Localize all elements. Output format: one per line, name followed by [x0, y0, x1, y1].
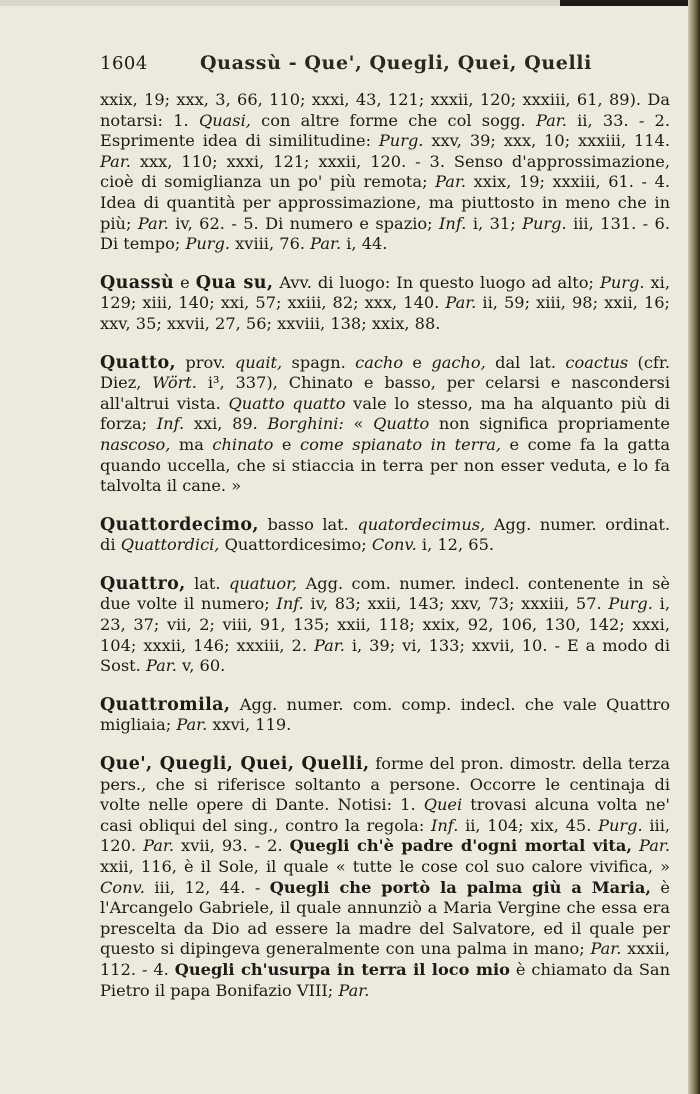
entry-text: xviii, 76. [230, 234, 311, 254]
italic-text: Par. [338, 980, 370, 1000]
entry-text: con altre forme che col sogg. [250, 110, 536, 130]
italic-text: Inf. [430, 815, 459, 835]
entry-text: i, 12, 65. [416, 535, 495, 555]
headword: Quattordecimo, [100, 514, 259, 535]
running-title: Quassù - Que', Quegli, Quei, Quelli [200, 52, 592, 74]
top-edge [0, 0, 700, 6]
italic-text: Par. [535, 110, 567, 130]
entry-text: iii, 131. - 6. Di tempo; [100, 213, 670, 254]
italic-text: Purg. [522, 213, 567, 233]
entry-text: i, 39; vi, 133; xxvii, 10. - E a modo di Sost. [100, 635, 671, 676]
entry-text: Quattordicesimo; [219, 535, 372, 555]
italic-text: Quatto [373, 414, 430, 434]
entry-text: e come fa la gatta quando uccella, che si stiaccia in terra per non esser veduta, e lo fa talvolta il cane. » [100, 434, 670, 496]
entry-text: Agg. numer. com. comp. indecl. che vale Quattro migliaia; [100, 694, 670, 735]
italic-text: Wört. [152, 373, 197, 393]
entry-text: è chiamato da San Pietro il papa Bonifazio VIII; [100, 959, 670, 1000]
italic-text: Par. [145, 656, 177, 676]
italic-text: quatuor, [228, 573, 298, 593]
headword: Quassù [100, 272, 175, 293]
entry-text: xvii, 93. - 2. [174, 836, 290, 856]
dictionary-entry [100, 754, 670, 1001]
entry-text: ii, 104; xix, 45. [458, 815, 599, 835]
entry-text: xxii, 116, è il Sole, il quale « tutte le cose col suo calore vivifica, » [100, 857, 670, 876]
entry-text: ma [170, 434, 213, 454]
italic-text: cacho [355, 352, 404, 372]
italic-text: Par. [435, 172, 467, 192]
entry-text: Agg. com. numer. indecl. contenente in sè due volte il numero; [100, 573, 670, 614]
italic-text: gacho, [431, 352, 486, 372]
italic-text: nascoso, [100, 434, 171, 454]
italic-text: Borghini: [267, 414, 344, 434]
italic-text: Par. [137, 213, 169, 233]
italic-text: Inf. [439, 213, 467, 233]
entry-text: dal lat. [485, 352, 566, 372]
entry-text: e [273, 434, 300, 454]
dictionary-entry [100, 515, 670, 556]
running-header [100, 52, 670, 90]
italic-text: quatordecimus, [357, 514, 486, 534]
entry-text: i³, 337), Chinato e basso, per celarsi e nascondersi all'altrui vista. [100, 373, 671, 413]
italic-text: coactus [565, 352, 629, 372]
headword: Quattromila, [100, 694, 231, 715]
entry-text: è l'Arcangelo Gabriele, il quale annunziò a Maria Vergine che essa era prescelta da Dio ad essere la madre del Salvatore, ed il quale per questo si dipingeva generalmente con una palma in mano; [100, 877, 670, 959]
entry-text: non significa propriamente [429, 414, 670, 434]
entry-text: iii, 12, 44. - [144, 877, 270, 897]
entry-text: e [403, 352, 432, 372]
entry-text: Avv. di luogo: In questo luogo ad alto; [273, 272, 600, 292]
dictionary-entry [100, 574, 670, 677]
italic-text: Inf. [156, 414, 185, 434]
page-number: 1604 [100, 53, 148, 74]
dictionary-entry [100, 353, 670, 497]
italic-text: Quatto quatto [228, 393, 346, 413]
italic-text: Par. [310, 234, 342, 254]
italic-text: Par. [639, 836, 670, 856]
italic-text: Purg. [185, 234, 231, 254]
italic-text: Quasi, [198, 110, 251, 130]
italic-text: Conv. [371, 535, 417, 555]
entry-text: iii, 120. [100, 815, 671, 856]
entry-text: v, 60. [176, 656, 226, 676]
dictionary-entry [100, 695, 670, 736]
entry-text: iv, 62. - 5. Di numero e spazio; [168, 213, 440, 233]
entry-text: i, 23, 37; vii, 2; viii, 91, 135; xxii, 118; xxix, 92, 106, 130, 142; xxxi, 104; xxxii, 146; xxxiii, 2. [100, 594, 670, 655]
headword: Qua su, [195, 272, 274, 293]
italic-text: Par. [445, 293, 477, 313]
entry-text: xxx, 110; xxxi, 121; xxxii, 120. - 3. Senso d'approssimazione, cioè di somiglianza un po' più remota; [100, 151, 670, 192]
entry-text: lat. [185, 573, 229, 593]
entry-text: xxix, 19; xxxiii, 61. - 4. Idea di quantità per approssimazione, ma piuttosto in meno che in più; [100, 172, 671, 233]
italic-text: Purg. [598, 815, 643, 835]
bold-quote: Quegli ch'usurpa in terra il loco mio [174, 959, 510, 979]
italic-text: Conv. [100, 877, 145, 897]
entry-continuation [100, 90, 670, 255]
italic-text: quait, [234, 352, 283, 372]
entry-text: prov. [176, 352, 235, 372]
entry-text: « [343, 414, 374, 434]
italic-text: Par. [590, 939, 622, 959]
entry-text: i, 44. [341, 234, 388, 254]
headword: Quatto, [100, 352, 177, 373]
italic-text: Purg. [599, 272, 645, 292]
entry-text: i, 31; [466, 213, 523, 233]
entry-text: xxi, 89. [184, 414, 268, 434]
entry-text: trovasi alcuna volta ne' casi obliqui del sing., contro la regola: [100, 795, 670, 835]
entry-text: (cfr. Diez, [100, 352, 671, 393]
italic-text: Par. [100, 151, 131, 171]
entry-text: xxxii, 112. - 4. [100, 939, 670, 979]
italic-text: Purg. [608, 594, 653, 614]
italic-text: Purg. [378, 131, 424, 151]
dictionary-entry [100, 273, 670, 335]
headword: Que', Quegli, Quei, Quelli, [100, 754, 370, 775]
italic-text: Par. [143, 836, 175, 856]
entry-text: iv, 83; xxii, 143; xxv, 73; xxxiii, 57. [303, 594, 609, 614]
page-edge-shadow [688, 0, 700, 1094]
entry-text: xxv, 39; xxx, 10; xxxiii, 114. [423, 131, 670, 151]
entry-text [632, 836, 639, 855]
italic-text: come spianato in terra, [300, 434, 502, 454]
italic-text: chinato [212, 434, 274, 454]
entry-text: vale lo stesso, ma ha alquanto più di forza; [100, 393, 670, 434]
italic-text: Par. [176, 715, 208, 735]
bold-quote: Quegli che portò la palma giù a Maria, [269, 877, 651, 897]
dictionary-body [100, 90, 670, 1001]
page [100, 52, 670, 1019]
entry-text: xi, 129; xiii, 140; xxi, 57; xxiii, 82; xxx, 140. [100, 272, 670, 313]
italic-text: Par. [313, 635, 345, 655]
entry-text: Agg. numer. ordinat. di [100, 514, 670, 555]
italic-text: Inf. [276, 594, 304, 614]
entry-text: e [174, 272, 196, 292]
entry-text: ii, 59; xiii, 98; xxii, 16; xxv, 35; xxvii, 27, 56; xxviii, 138; xxix, 88. [100, 293, 671, 333]
italic-text: Quattordici, [120, 535, 220, 555]
entry-text: basso lat. [258, 514, 358, 534]
entry-text: xxvi, 119. [207, 715, 292, 735]
headword: Quattro, [100, 573, 186, 594]
bold-quote: Quegli ch'è padre d'ogni mortal vita, [289, 836, 632, 856]
italic-text: Quei [423, 795, 463, 815]
entry-text: forme del pron. dimostr. della terza pers., che si riferisce soltanto a persone. Occorre le centinaja di volte nelle opere di Dante. Notisi: 1. [100, 754, 670, 815]
entry-text: spagn. [282, 352, 356, 372]
entry-text: xxix, 19; xxx, 3, 66, 110; xxxi, 43, 121; xxxii, 120; xxxiii, 61, 89). Da notarsi: 1. [100, 90, 670, 130]
entry-text: ii, 33. - 2. Esprimente idea di similitudine: [100, 110, 670, 151]
